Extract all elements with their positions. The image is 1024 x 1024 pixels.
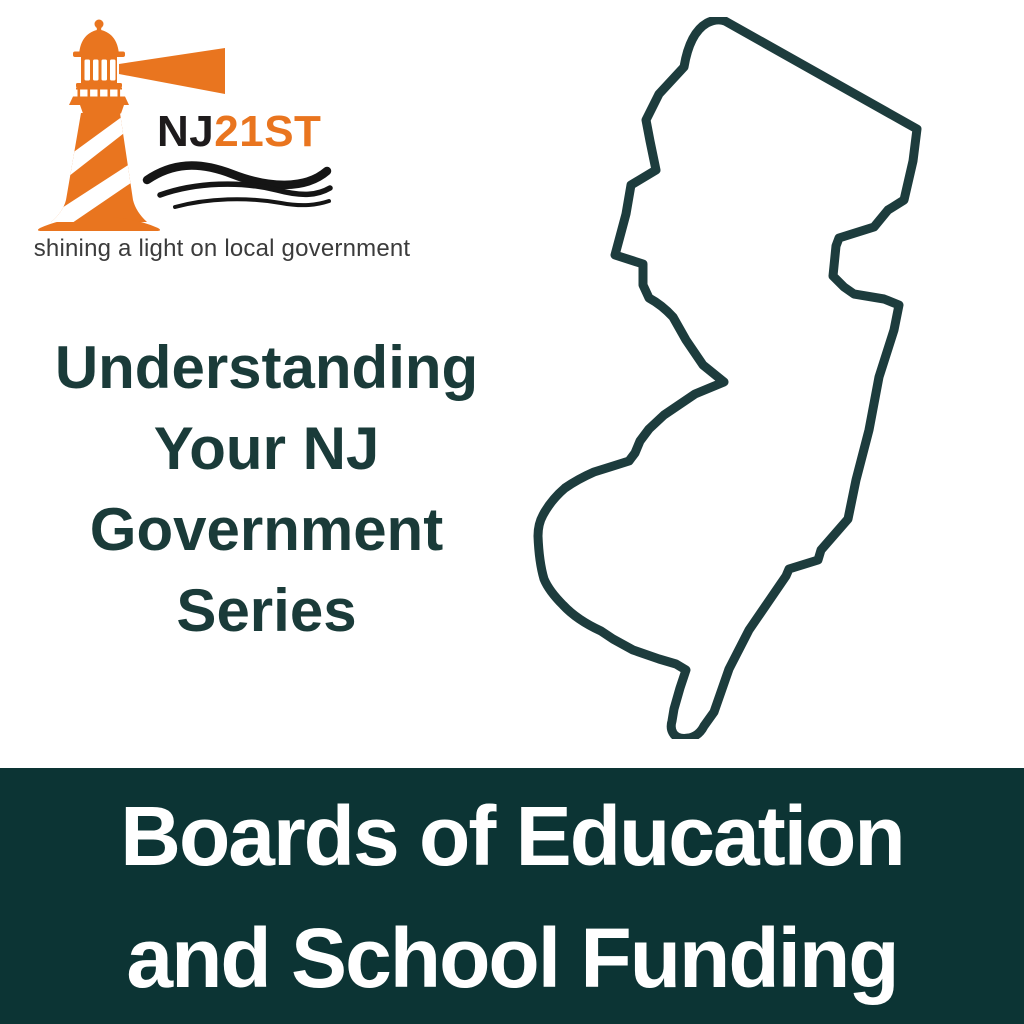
banner-title-line: and School Funding [126, 911, 898, 1005]
new-jersey-border-path [538, 20, 917, 739]
brand-wordmark [157, 107, 321, 156]
nj21st-logo [0, 0, 480, 270]
logo-tagline: shining a light on local government [33, 235, 411, 262]
series-title-line: Your NJ [153, 415, 380, 482]
episode-banner [0, 768, 1024, 1024]
series-title-line: Series [176, 577, 357, 644]
brand-21st: 21ST [214, 107, 322, 156]
series-title-line: Understanding [54, 334, 479, 401]
waves-icon [147, 166, 330, 207]
light-beam-icon [119, 48, 225, 94]
banner-title-line: Boards of Education [120, 789, 904, 883]
series-title-line: Government [89, 496, 444, 563]
brand-nj: NJ [157, 107, 215, 156]
new-jersey-map-outline [527, 17, 927, 739]
series-title [0, 327, 533, 651]
